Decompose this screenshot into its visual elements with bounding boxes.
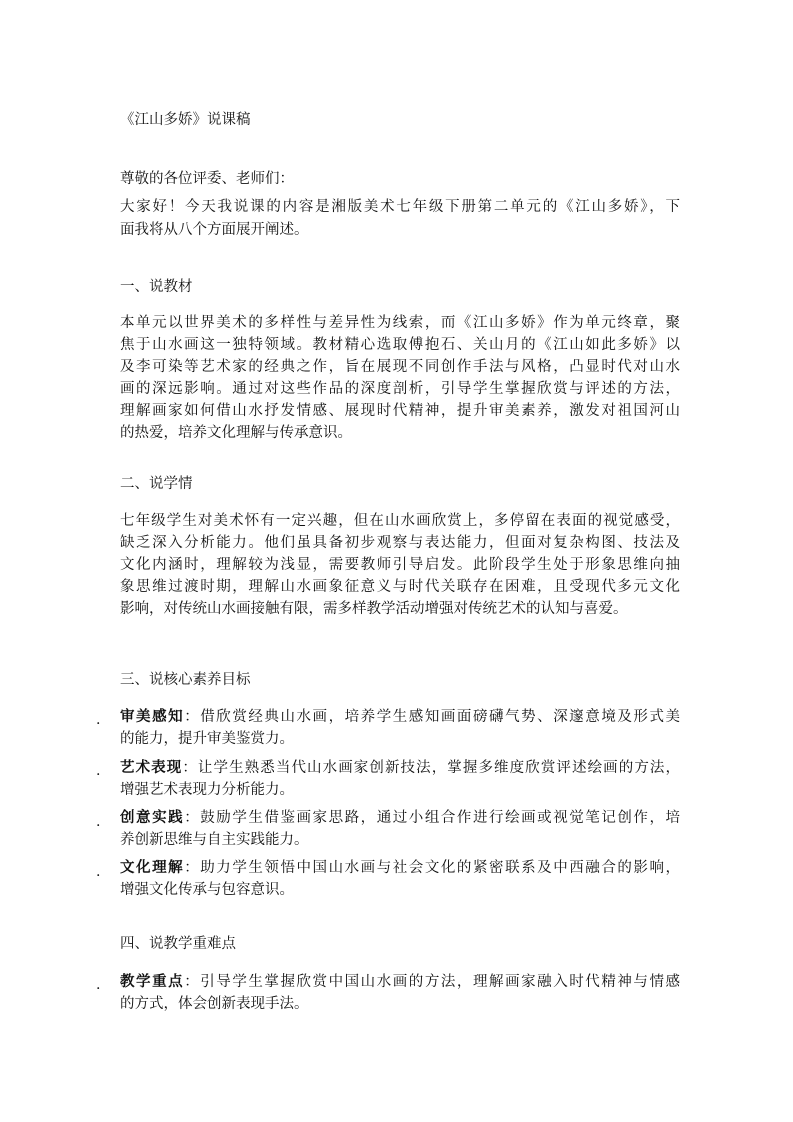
section2-line: 影响，对传统山水画接触有限，需多样教学活动增强对传统艺术的认知与喜爱。 (120, 601, 628, 617)
list-item (120, 858, 680, 900)
list-item (120, 972, 680, 1014)
item-text: 的能力，提升审美鉴赏力。 (120, 731, 294, 747)
item-label: 创意实践 (120, 809, 185, 826)
item-text: ：引导学生掌握欣赏中国山水画的方法，理解画家融入时代精神与情感 (184, 974, 680, 990)
item-text: 的方式，体会创新表现手法。 (120, 996, 309, 1012)
bullet-marker: . (96, 814, 101, 830)
section2-line: 文化内涵时，理解较为浅显，需要教师引导启发。此阶段学生处于形象思维向抽 (120, 557, 680, 573)
section1-line: 及李可染等艺术家的经典之作，旨在展现不同创作手法与风格，凸显时代对山水 (120, 359, 680, 375)
section2-heading: 二、说学情 (120, 476, 193, 492)
item-label: 教学重点 (120, 973, 185, 990)
section1-line: 焦于山水画这一独特领域。教材精心选取傅抱石、关山月的《江山如此多娇》以 (120, 337, 680, 353)
bullet-marker: . (96, 864, 101, 880)
section1-line: 理解画家如何借山水抒发情感、展现时代精神，提升审美素养，激发对祖国河山 (120, 403, 680, 419)
bullet-marker: . (96, 763, 101, 779)
item-label: 审美感知 (120, 708, 185, 725)
item-text: ：鼓励学生借鉴画家思路，通过小组合作进行绘画或视觉笔记创作，培 (184, 810, 680, 826)
bullet-marker: . (96, 712, 101, 728)
section1-heading: 一、说教材 (120, 279, 193, 295)
section4-heading: 四、说教学重难点 (120, 936, 236, 952)
greeting: 尊敬的各位评委、老师们： (120, 171, 294, 187)
item-text: ：让学生熟悉当代山水画家创新技法，掌握多维度欣赏评述绘画的方法， (182, 760, 680, 776)
list-item (120, 707, 680, 749)
list-item (120, 758, 680, 800)
section1-line: 本单元以世界美术的多样性与差异性为线索，而《江山多娇》作为单元终章，聚 (120, 315, 680, 331)
list-item (120, 808, 680, 850)
bullet-marker: . (96, 977, 101, 993)
item-label: 艺术表现 (120, 759, 183, 776)
item-text: ：助力学生领悟中国山水画与社会文化的紧密联系及中西融合的影响， (184, 860, 680, 876)
section1-line: 的热爱，培养文化理解与传承意识。 (120, 425, 352, 441)
section3-heading: 三、说核心素养目标 (120, 672, 251, 688)
item-label: 文化理解 (120, 859, 185, 876)
section2-line: 象思维过渡时期，理解山水画象征意义与时代关联存在困难，且受现代多元文化 (120, 579, 680, 595)
intro-line: 大家好！今天我说课的内容是湘版美术七年级下册第二单元的《江山多娇》，下 (120, 199, 680, 215)
item-text: 增强艺术表现力分析能力。 (120, 782, 294, 798)
section2-line: 七年级学生对美术怀有一定兴趣，但在山水画欣赏上，多停留在表面的视觉感受， (120, 513, 680, 529)
section1-line: 画的深远影响。通过对这些作品的深度剖析，引导学生掌握欣赏与评述的方法， (120, 381, 680, 397)
item-text: 增强文化传承与包容意识。 (120, 882, 294, 898)
item-text: 养创新思维与自主实践能力。 (120, 832, 309, 848)
document-title: 《江山多娇》说课稿 (120, 112, 251, 128)
intro-line: 面我将从八个方面展开阐述。 (120, 222, 309, 238)
item-text: ：借欣赏经典山水画，培养学生感知画面磅礴气势、深邃意境及形式美 (184, 709, 680, 725)
section2-line: 缺乏深入分析能力。他们虽具备初步观察与表达能力，但面对复杂构图、技法及 (120, 535, 680, 551)
